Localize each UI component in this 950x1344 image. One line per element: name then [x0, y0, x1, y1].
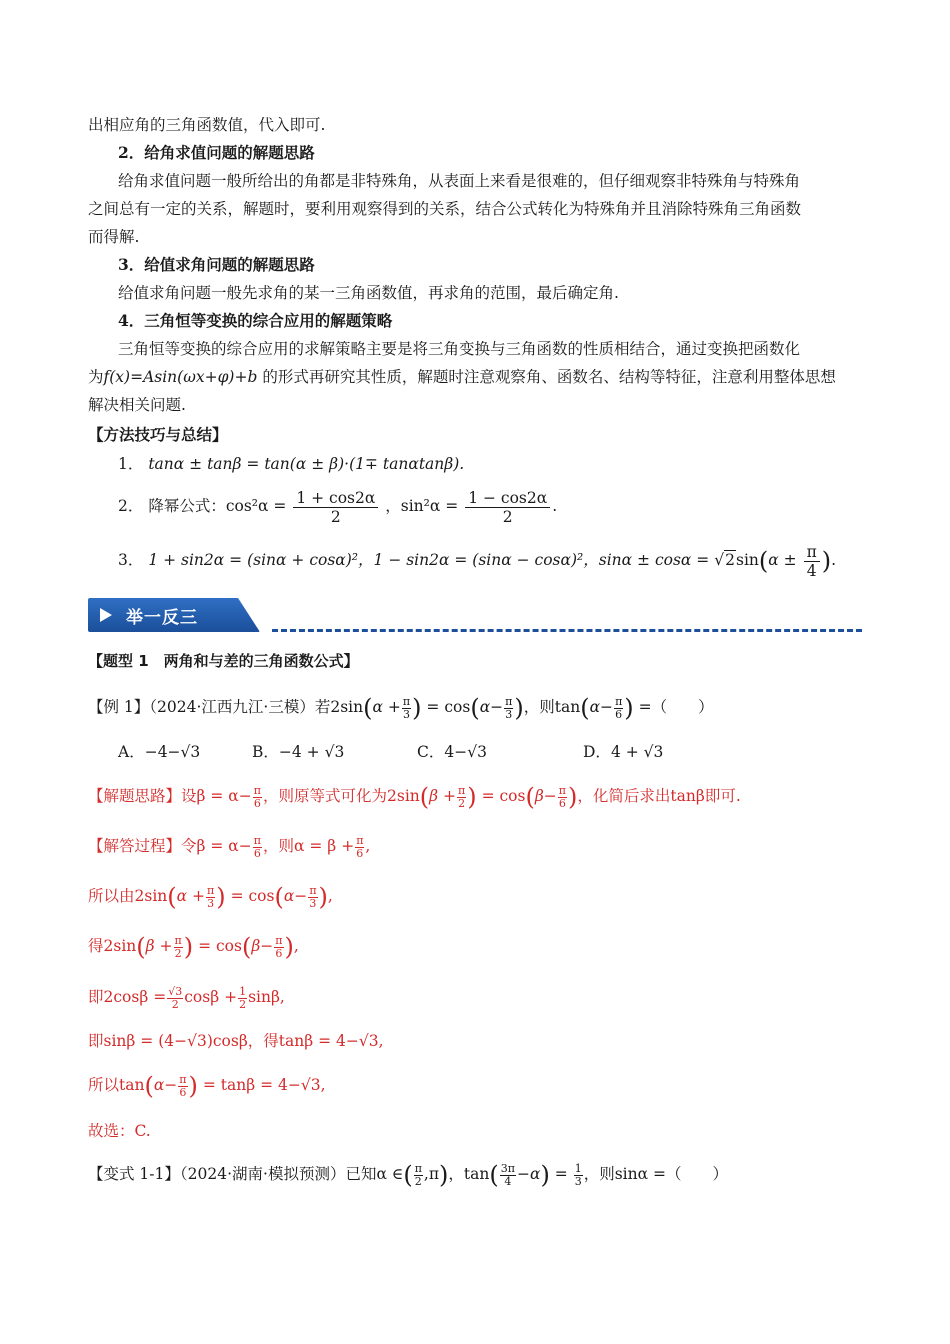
process-line-5: 即sinβ = (4−√3)cosβ，得tanβ = 4−√3,: [88, 1032, 384, 1050]
form-expression: f(x)=Asin(ωx+φ)+b: [103, 368, 258, 386]
formula-label: 2．: [118, 497, 144, 515]
section-heading: 2．给角求值问题的解题思路: [118, 143, 315, 162]
dashed-divider: [272, 629, 862, 632]
banner-label: 举一反三: [126, 608, 198, 628]
section-body: 给值求角问题一般先求角的某一三角函数值，再求角的范围，最后确定角.: [118, 284, 619, 302]
formula-1: [118, 453, 864, 475]
formula-prefix: 降幂公式：cos²α =: [148, 497, 287, 515]
process-line-7: 故选：C.: [88, 1122, 151, 1140]
intro-line: 出相应角的三角函数值，代入即可.: [88, 116, 326, 134]
form-rest: 的形式再研究其性质，解题时注意观察角、函数名、结构等特征，注意利用整体思想: [262, 368, 836, 386]
option-c[interactable]: C．4−√3: [417, 743, 487, 761]
form-prefix: 为: [88, 368, 104, 386]
process-line-6: 所以tan(α− $\frac{\pi}{6}$ ) = tanβ = 4−√3,: [88, 1072, 326, 1100]
example-1-question: 【例 1】（2024·江西九江·三模）若2sin(α + $\frac{\pi}{3}$ ) = cos(α− $\frac{\pi}{3}$ )，则tan(α− $\frac{\pi}{6}$ ) =（ ）: [88, 694, 714, 722]
section-body: 而得解.: [88, 228, 140, 246]
fraction: $\frac{\pi}{4}$: [804, 543, 820, 580]
fraction: $\frac{1 + \cos 2\alpha}{2}$: [293, 489, 378, 526]
formula-expression: 1 + sin2α = (sinα + cosα)²，1 − sin2α = (sinα − cosα)²，sinα ± cosα =: [148, 551, 710, 569]
variant-1-1-question: 【变式 1-1】（2024·湖南·模拟预测）已知α ∈( $\frac{\pi}{2}$ ,π)，tan( $\frac{3\pi}{4}$ −α) = $\frac{1}{3}$ ，则sinα =（ ）: [88, 1161, 728, 1189]
section-heading: 4．三角恒等变换的综合应用的解题策略: [118, 311, 393, 330]
section-banner: [88, 598, 260, 632]
formula-3: 3． 1 + sin2α = (sinα + cosα)²，1 − sin2α = (sinα − cosα)²，sinα ± cosα = √2sin(α ± $\frac{\pi}{4}$ ).: [118, 542, 837, 580]
section-heading: 3．给值求角问题的解题思路: [118, 255, 315, 274]
section-body: [88, 366, 864, 388]
formula-2: 2． 降幂公式：cos²α = $\frac{1 + \cos 2\alpha}{2}$ ，sin²α = $\frac{1 - \cos 2\alpha}{2}$ .: [118, 488, 558, 526]
play-arrow-icon: [100, 608, 112, 622]
fraction: $\frac{1 - \cos 2\alpha}{2}$: [465, 489, 550, 526]
method-title: 【方法技巧与总结】: [88, 425, 228, 444]
process-line-2: 所以由2sin(α + $\frac{\pi}{3}$ ) = cos(α− $\frac{\pi}{3}$ ),: [88, 883, 333, 911]
answer-options: [118, 740, 818, 762]
topic-title: 【题型 1 两角和与差的三角函数公式】: [88, 652, 359, 670]
process-line-4: 即2cosβ = $\frac{√3}{2}$ cosβ + $\frac{1}{2}$ sinβ,: [88, 984, 285, 1011]
formula-mid: ，sin²α =: [385, 497, 459, 515]
section-body: 三角恒等变换的综合应用的求解策略主要是将三角变换与三角函数的性质相结合，通过变换把函数化: [118, 340, 801, 358]
option-d[interactable]: D．4 + √3: [583, 743, 664, 761]
process-line-1: 【解答过程】令β = α− $\frac{\pi}{6}$ ，则α = β + $\frac{\pi}{6}$ ,: [88, 833, 371, 860]
option-b[interactable]: B．−4 + √3: [252, 743, 345, 761]
process-line-3: 得2sin(β + $\frac{\pi}{2}$ ) = cos(β− $\frac{\pi}{6}$ ),: [88, 933, 299, 961]
option-a[interactable]: A．−4−√3: [118, 743, 201, 761]
section-body: 给角求值问题一般所给出的角都是非特殊角，从表面上来看是很难的，但仔细观察非特殊角与特殊角: [118, 172, 801, 190]
section-body: 之间总有一定的关系，解题时，要利用观察得到的关系，结合公式转化为特殊角并且消除特殊角三角函数: [88, 200, 802, 218]
sqrt: 2: [725, 551, 735, 569]
formula-expression: tanα ± tanβ = tan(α ± β)·(1∓ tanαtanβ).: [148, 455, 465, 473]
formula-label: 3．: [118, 551, 144, 569]
formula-label: 1．: [118, 455, 144, 473]
section-body: 解决相关问题.: [88, 396, 186, 414]
solution-idea: 【解题思路】设β = α− $\frac{\pi}{6}$ ，则原等式可化为2sin(β + $\frac{\pi}{2}$ ) = cos(β− $\frac{\pi}{6}$ )，化简后求出tanβ即可.: [88, 783, 741, 811]
